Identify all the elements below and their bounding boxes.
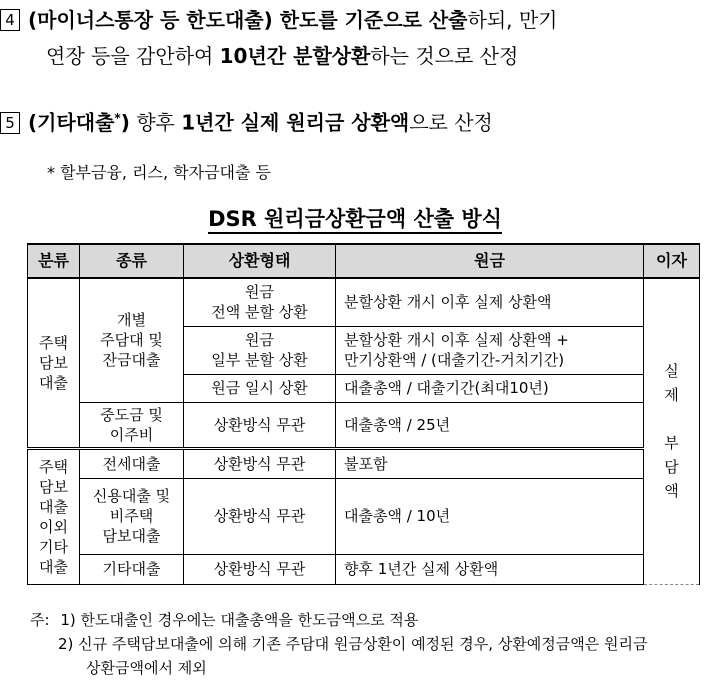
principal-credit: 대출총액 / 10년 — [336, 478, 644, 554]
principal-full-split: 분할상환 개시 이후 실제 상환액 — [336, 278, 644, 326]
principal-jeonse: 불포함 — [336, 448, 644, 478]
form-any-2: 상환방식 무관 — [184, 448, 336, 478]
table-header-row — [28, 244, 700, 278]
dsr-table — [27, 243, 700, 585]
item-4-text: 하되, 만기 — [467, 8, 558, 32]
form-partial-split: 원금 일부 분할 상환 — [184, 326, 336, 374]
item-5-bold-close: ) — [120, 110, 130, 135]
form-any-4: 상환방식 무관 — [184, 554, 336, 584]
footnote-2-cont: 상환금액에서 제외 — [86, 659, 207, 677]
table-row — [28, 478, 700, 554]
table-row — [28, 402, 700, 448]
item-4-line2-text: 연장 등을 감안하여 — [46, 44, 220, 68]
item-4-line2-end: 하는 것으로 산정 — [370, 44, 519, 68]
table-row — [28, 448, 700, 478]
star-note: * 할부금융, 리스, 학자금대출 등 — [47, 163, 271, 182]
type-other: 기타대출 — [80, 554, 184, 584]
type-individual: 개별 주담대 및 잔금대출 — [80, 278, 184, 402]
header-interest: 이자 — [644, 244, 700, 278]
form-lump-sum: 원금 일시 상환 — [184, 374, 336, 402]
header-category: 분류 — [28, 244, 80, 278]
principal-lump-sum: 대출총액 / 대출기간(최대10년) — [336, 374, 644, 402]
header-repayment-form: 상환형태 — [184, 244, 336, 278]
header-principal: 원금 — [336, 244, 644, 278]
category-other: 주택 담보 대출 이외 기타 대출 — [28, 448, 80, 584]
item-4-number: 4 — [0, 9, 20, 31]
form-any-1: 상환방식 무관 — [184, 402, 336, 448]
footnote-prefix: 주: — [30, 611, 50, 629]
item-4-paragraph-line2 — [46, 38, 518, 74]
item-4-bold-text: (마이너스통장 등 한도대출) 한도를 기준으로 산출 — [28, 8, 468, 32]
table-title — [0, 203, 710, 233]
footnote-2: 2) 신규 주택담보대출에 의해 기존 주담대 원금상환이 예정된 경우, 상환예정금액은 원리금 — [58, 635, 648, 653]
category-mortgage: 주택 담보 대출 — [28, 278, 80, 448]
item-5-bold-text: 1년간 실제 원리금 상환액 — [181, 110, 410, 135]
item-4-line2-bold: 10년간 분할상환 — [219, 44, 371, 68]
form-full-split: 원금 전액 분할 상환 — [184, 278, 336, 326]
form-any-3: 상환방식 무관 — [184, 478, 336, 554]
type-middle-payment: 중도금 및 이주비 — [80, 402, 184, 448]
header-type: 종류 — [80, 244, 184, 278]
interest-actual: 실 제 부 담 액 — [644, 278, 700, 584]
item-5-text: 향후 — [129, 110, 182, 135]
table-row — [28, 278, 700, 326]
item-5-bold-open: (기타대출 — [28, 110, 115, 135]
type-credit: 신용대출 및 비주택 담보대출 — [80, 478, 184, 554]
item-5-paragraph — [0, 100, 493, 141]
table-title-text: DSR 원리금상환금액 산출 방식 — [208, 207, 502, 234]
type-jeonse: 전세대출 — [80, 448, 184, 478]
table-row — [28, 554, 700, 584]
item-5-number: 5 — [0, 112, 20, 134]
item-4-paragraph — [0, 2, 558, 38]
principal-middle-payment: 대출총액 / 25년 — [336, 402, 644, 448]
item-5-sup: * — [114, 111, 121, 125]
principal-other: 향후 1년간 실제 상환액 — [336, 554, 644, 584]
item-5-text-end: 으로 산정 — [409, 110, 493, 135]
footnote-1-text: 1) 한도대출인 경우에는 대출총액을 한도금액으로 적용 — [60, 611, 419, 629]
principal-partial-split: 분할상환 개시 이후 실제 상환액 + 만기상환액 / (대출기간-거치기간) — [336, 326, 644, 374]
footnote-1 — [30, 608, 418, 632]
